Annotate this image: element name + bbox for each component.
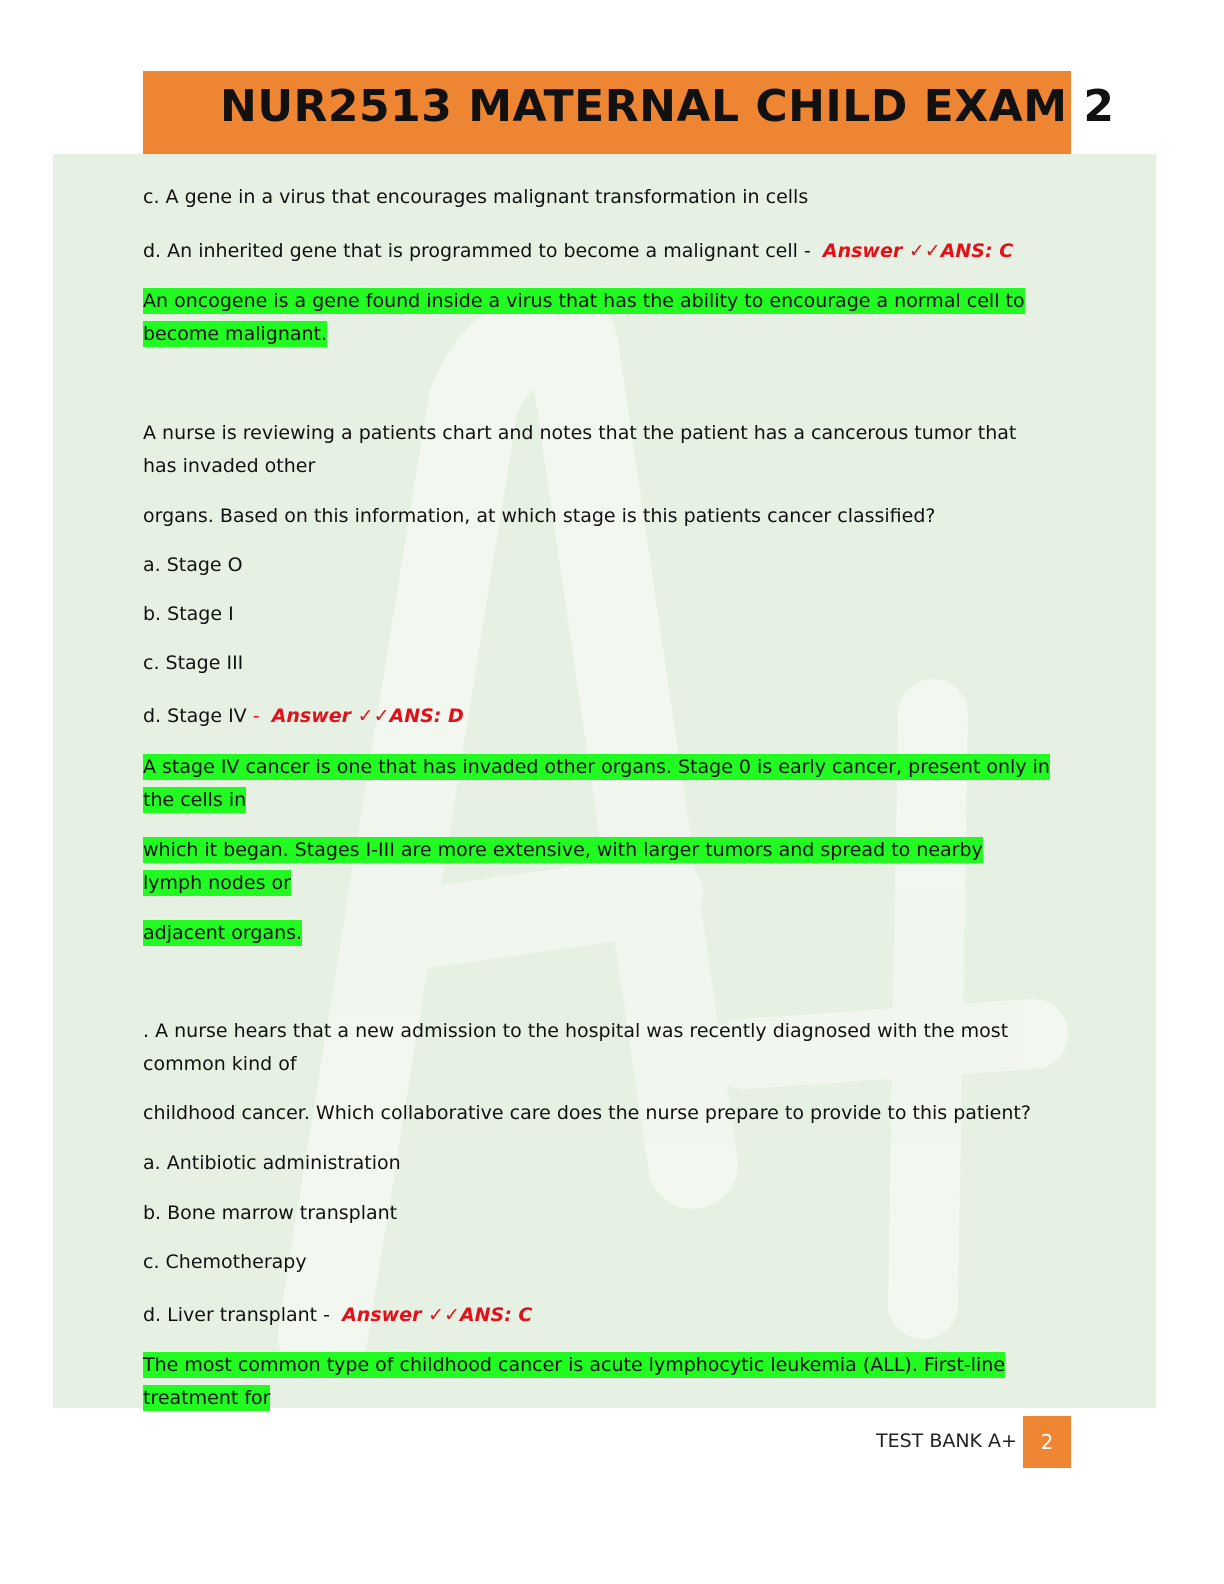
question-stem: childhood cancer. Which collaborative care does the nurse prepare to provide to this patient? [143,1102,1031,1124]
page-number: 2 [1023,1416,1071,1468]
question-option: b. Bone marrow transplant [143,1202,398,1224]
page-title: NUR2513 MATERNAL CHILD EXAM 2 [220,81,1115,132]
question-stem: organs. Based on this information, at which stage is this patients cancer classified? [143,505,936,527]
question-stem: has invaded other [143,455,316,477]
answer-key: Answer ✓✓ANS: C [342,1304,533,1326]
question-option: a. Stage O [143,554,243,576]
answer-key: Answer ✓✓ANS: C [822,240,1014,262]
footer-label: TEST BANK A+ [876,1430,1017,1452]
question-stem: common kind of [143,1053,297,1075]
page-header [143,71,1115,154]
question-option: d. An inherited gene that is programmed to become a malignant cell - Answer ✓✓ANS: C [143,240,1014,262]
rationale-line: become malignant. [143,323,328,345]
rationale-line: which it began. Stages I-III are more extensive, with larger tumors and spread to nearby [143,839,983,861]
rationale-line: An oncogene is a gene found inside a virus that has the ability to encourage a normal cell to [143,290,1025,312]
question-stem: . A nurse hears that a new admission to the hospital was recently diagnosed with the most [143,1020,1009,1042]
question-option: c. Chemotherapy [143,1251,307,1273]
rationale-line: The most common type of childhood cancer is acute lymphocytic leukemia (ALL). First-line [143,1354,1006,1376]
rationale-line: treatment for [143,1387,271,1409]
question-option: d. Stage IV - Answer ✓✓ANS: D [143,705,464,727]
rationale-line: A stage IV cancer is one that has invaded other organs. Stage 0 is early cancer, present only in [143,756,1050,778]
question-option: c. Stage III [143,652,244,674]
rationale-line: lymph nodes or [143,872,291,894]
question-option: c. A gene in a virus that encourages malignant transformation in cells [143,186,809,208]
question-stem: A nurse is reviewing a patients chart and notes that the patient has a cancerous tumor that [143,422,1017,444]
answer-key: Answer ✓✓ANS: D [271,705,464,727]
rationale-line: adjacent organs. [143,922,303,944]
question-option: a. Antibiotic administration [143,1152,401,1174]
question-option: d. Liver transplant - Answer ✓✓ANS: C [143,1304,533,1326]
question-option: b. Stage I [143,603,234,625]
rationale-line: the cells in [143,789,247,811]
